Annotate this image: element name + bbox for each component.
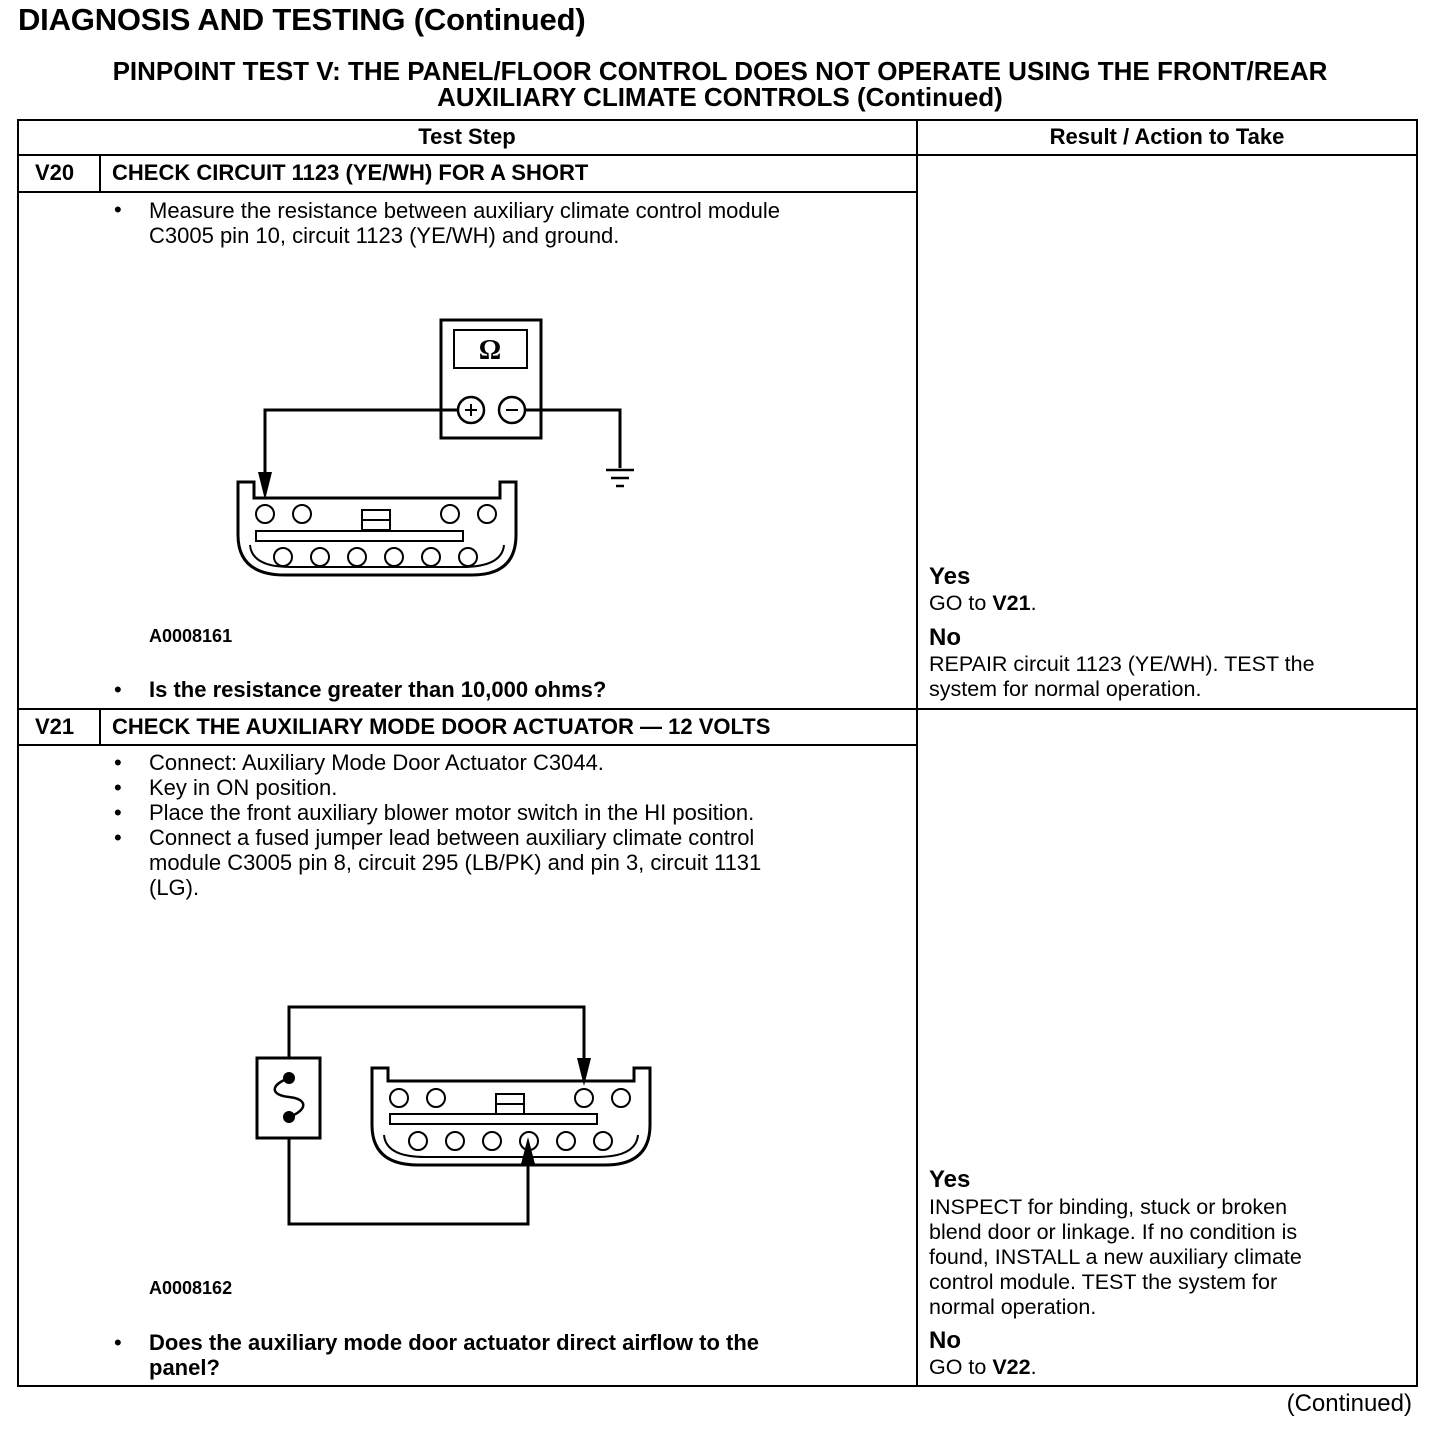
v21-instruction-line: module C3005 pin 8, circuit 295 (LB/PK) and pin 3, circuit 1131 — [149, 850, 762, 875]
v21-yes-label: Yes — [929, 1166, 971, 1193]
page-title: DIAGNOSIS AND TESTING (Continued) — [18, 2, 586, 37]
bullet-marker: • — [114, 1330, 122, 1355]
v21-yes-action-line: found, INSTALL a new auxiliary climate — [929, 1245, 1302, 1269]
v20-instruction-line: C3005 pin 10, circuit 1123 (YE/WH) and ground. — [149, 223, 620, 248]
continued-note: (Continued) — [1286, 1390, 1412, 1417]
pinpoint-title-line1: PINPOINT TEST V: THE PANEL/FLOOR CONTROL DOES NOT OPERATE USING THE FRONT/REAR — [112, 56, 1328, 86]
pinpoint-title-line2: AUXILIARY CLIMATE CONTROLS (Continued) — [437, 82, 1003, 112]
step-title-v21: CHECK THE AUXILIARY MODE DOOR ACTUATOR — 12 VOLTS — [112, 714, 771, 739]
v20-yes-action: GO to V21. — [929, 591, 1037, 615]
v20-question: Is the resistance greater than 10,000 ohms? — [149, 677, 607, 702]
v20-instruction-line: Measure the resistance between auxiliary climate control module — [149, 198, 780, 223]
v21-yes-action-line: INSPECT for binding, stuck or broken — [929, 1195, 1288, 1219]
jumper-wire — [289, 1007, 584, 1224]
bullet-marker: • — [114, 775, 122, 800]
v21-no-action: GO to V22. — [929, 1355, 1037, 1379]
v21-question-line: panel? — [149, 1355, 220, 1380]
bullet-marker: • — [114, 800, 122, 825]
v21-yes-action-line: normal operation. — [929, 1295, 1097, 1319]
step-id-v20: V20 — [35, 160, 75, 185]
step-id-v21: V21 — [35, 714, 75, 739]
v21-instruction-line: Connect: Auxiliary Mode Door Actuator C3044. — [149, 750, 604, 775]
bullet-marker: • — [114, 677, 122, 702]
fuse-icon — [257, 1058, 320, 1138]
v21-question-line: Does the auxiliary mode door actuator direct airflow to the — [149, 1330, 760, 1355]
bullet-marker: • — [114, 825, 122, 850]
v21-instruction-line: Place the front auxiliary blower motor switch in the HI position. — [149, 800, 755, 825]
bullet-marker: • — [114, 197, 122, 222]
v20-no-action-line: system for normal operation. — [929, 677, 1202, 701]
figure-id-v20: A0008161 — [149, 626, 233, 646]
bullet-marker: • — [114, 750, 122, 775]
v20-no-action-line: REPAIR circuit 1123 (YE/WH). TEST the — [929, 652, 1315, 676]
v21-instruction-line: Key in ON position. — [149, 775, 338, 800]
step-title-v20: CHECK CIRCUIT 1123 (YE/WH) FOR A SHORT — [112, 160, 589, 185]
v20-no-label: No — [929, 624, 961, 651]
ohm-symbol: Ω — [478, 335, 502, 366]
connector-c3005-icon — [372, 1068, 650, 1165]
column-header-test-step: Test Step — [418, 124, 516, 149]
v20-yes-reference: V21 — [992, 591, 1031, 615]
v21-no-reference: V22 — [992, 1355, 1031, 1379]
figure-id-v21: A0008162 — [149, 1278, 233, 1298]
v20-yes-label: Yes — [929, 563, 971, 590]
column-header-result: Result / Action to Take — [1049, 124, 1285, 149]
v21-no-label: No — [929, 1327, 961, 1354]
v21-instruction-line: Connect a fused jumper lead between auxiliary climate control — [149, 825, 755, 850]
v21-yes-action-line: blend door or linkage. If no condition is — [929, 1220, 1298, 1244]
v21-instruction-line: (LG). — [149, 875, 200, 900]
v21-yes-action-line: control module. TEST the system for — [929, 1270, 1278, 1294]
